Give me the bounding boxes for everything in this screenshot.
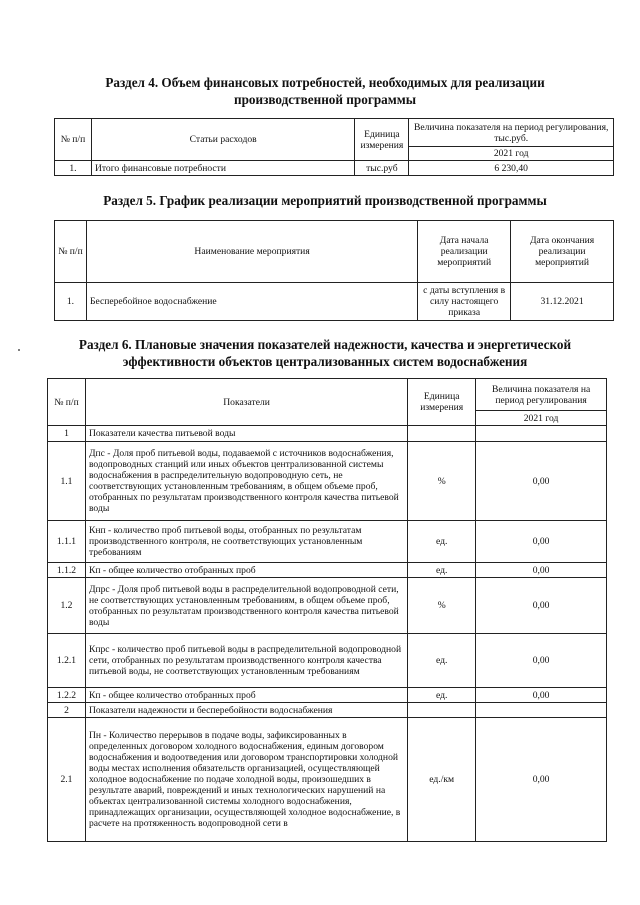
s6-row-text: Дпс - Доля проб питьевой воды, подаваемой с источников водоснабжения, водопроводных станций или иных объектов централизованной системы водоснабжения в распределительную водопроводную сеть, не соответствующих установленным требованиям, в общем объеме проб, отобранных по результатам производственного контроля качества питьевой воды xyxy=(85,442,407,521)
section6-table xyxy=(47,378,607,842)
s4-header-item: Статьи расходов xyxy=(91,119,354,161)
s6-row-unit: % xyxy=(408,578,476,634)
s6-row-text: Кп - общее количество отобранных проб xyxy=(85,688,407,703)
s6-row-unit xyxy=(408,426,476,442)
s6-row-text: Показатели качества питьевой воды xyxy=(85,426,407,442)
s4-row-unit: тыс.руб xyxy=(355,161,409,176)
s6-row-value: 0,00 xyxy=(476,688,607,703)
s5-row-name: Бесперебойное водоснабжение xyxy=(86,283,417,321)
section4-title-line1: Раздел 4. Объем финансовых потребностей, необходимых для реализации xyxy=(105,75,545,90)
s6-row-text: Пн - Количество перерывов в подаче воды, зафиксированных в определенных договором холодного водоснабжения, единым договором водоснабжения и водоотведения или договором транспортировки холодной воды местах исполнения обязательств организацией, осуществляющей холодное водоснабжение по подаче холодной воды, произошедших в результате аварий, повреждений и иных технологических нарушений на объектах централизованной системы холодного водоснабжения, принадлежащих организации, осуществляющей холодное водоснабжение, в расчете на протяженность водопроводной сети в xyxy=(85,718,407,842)
s6-row-text: Кп - общее количество отобранных проб xyxy=(85,563,407,578)
s6-row-text: Кнп - количество проб питьевой воды, отобранных по результатам производственного контроля, не соответствующих установленным требованиям xyxy=(85,521,407,563)
s6-row-num: 1.2.1 xyxy=(48,634,86,688)
s6-row-text: Дпрс - Доля проб питьевой воды в распределительной водопроводной сети, не соответствующих установленным требованиям, в общем объеме проб, отобранных по результатам производственного контроля качества питьевой воды xyxy=(85,578,407,634)
s5-header-num: № п/п xyxy=(55,221,87,283)
table-row xyxy=(55,283,614,321)
s4-header-value: Величина показателя на период регулирования, тыс.руб. xyxy=(409,119,614,147)
table-row xyxy=(48,521,607,563)
s6-row-num: 2 xyxy=(48,703,86,718)
s6-row-num: 1.1 xyxy=(48,442,86,521)
s6-row-value xyxy=(476,703,607,718)
s6-row-num: 1.2.2 xyxy=(48,688,86,703)
section5-title xyxy=(40,192,610,209)
s6-row-text: Показатели надежности и бесперебойности водоснабжения xyxy=(85,703,407,718)
table-row xyxy=(48,688,607,703)
s4-header-num: № п/п xyxy=(55,119,92,161)
s5-row-num: 1. xyxy=(55,283,87,321)
s6-row-value: 0,00 xyxy=(476,521,607,563)
s4-header-year: 2021 год xyxy=(409,147,614,161)
table-row xyxy=(48,426,607,442)
s4-row-num: 1. xyxy=(55,161,92,176)
s6-row-unit: ед. xyxy=(408,563,476,578)
s6-row-value: 0,00 xyxy=(476,634,607,688)
s6-row-num: 1 xyxy=(48,426,86,442)
s6-row-unit xyxy=(408,703,476,718)
table-row xyxy=(48,442,607,521)
s4-row-item: Итого финансовые потребности xyxy=(91,161,354,176)
s6-row-num: 2.1 xyxy=(48,718,86,842)
section6-title-line2: эффективности объектов централизованных систем водоснабжения xyxy=(122,354,528,369)
section4-title-line2: производственной программы xyxy=(233,92,417,107)
table-row xyxy=(48,578,607,634)
s6-row-value: 0,00 xyxy=(476,442,607,521)
table-row xyxy=(48,718,607,842)
section5-table xyxy=(54,220,614,321)
s6-row-unit: ед. xyxy=(408,688,476,703)
s5-header-name: Наименование мероприятия xyxy=(86,221,417,283)
scan-speck xyxy=(18,349,20,351)
table-row xyxy=(48,634,607,688)
s6-row-num: 1.2 xyxy=(48,578,86,634)
s4-header-unit: Единица измерения xyxy=(355,119,409,161)
s6-header-unit: Единица измерения xyxy=(408,379,476,426)
s5-header-start: Дата начала реализации мероприятий xyxy=(418,221,511,283)
s6-row-unit: ед. xyxy=(408,521,476,563)
s6-header-indicator: Показатели xyxy=(85,379,407,426)
s6-row-value xyxy=(476,426,607,442)
section6-title xyxy=(40,336,610,370)
s6-row-value: 0,00 xyxy=(476,578,607,634)
s4-row-value: 6 230,40 xyxy=(409,161,614,176)
table-row xyxy=(55,161,614,176)
section6-title-line1: Раздел 6. Плановые значения показателей надежности, качества и энергетической xyxy=(78,337,572,352)
s6-header-year: 2021 год xyxy=(476,411,607,426)
s6-row-unit: % xyxy=(408,442,476,521)
s6-row-num: 1.1.2 xyxy=(48,563,86,578)
s6-row-unit: ед. xyxy=(408,634,476,688)
table-row xyxy=(48,703,607,718)
s5-header-end: Дата окончания реализации мероприятий xyxy=(511,221,614,283)
section4-table xyxy=(54,118,614,176)
section4-title xyxy=(40,74,610,108)
s6-row-num: 1.1.1 xyxy=(48,521,86,563)
s5-row-end: 31.12.2021 xyxy=(511,283,614,321)
s6-header-value: Величина показателя на период регулирования xyxy=(476,379,607,411)
s6-row-text: Кпрс - количество проб питьевой воды в распределительной водопроводной сети, отобранных по результатам производственного контроля качества питьевой воды, не соответствующих установленным требованиям xyxy=(85,634,407,688)
section5-title-text: Раздел 5. График реализации мероприятий производственной программы xyxy=(103,193,547,208)
table-row xyxy=(48,563,607,578)
s6-row-unit: ед./км xyxy=(408,718,476,842)
s6-row-value: 0,00 xyxy=(476,718,607,842)
s5-row-start: с даты вступления в силу настоящего приказа xyxy=(418,283,511,321)
s6-header-num: № п/п xyxy=(48,379,86,426)
s6-row-value: 0,00 xyxy=(476,563,607,578)
